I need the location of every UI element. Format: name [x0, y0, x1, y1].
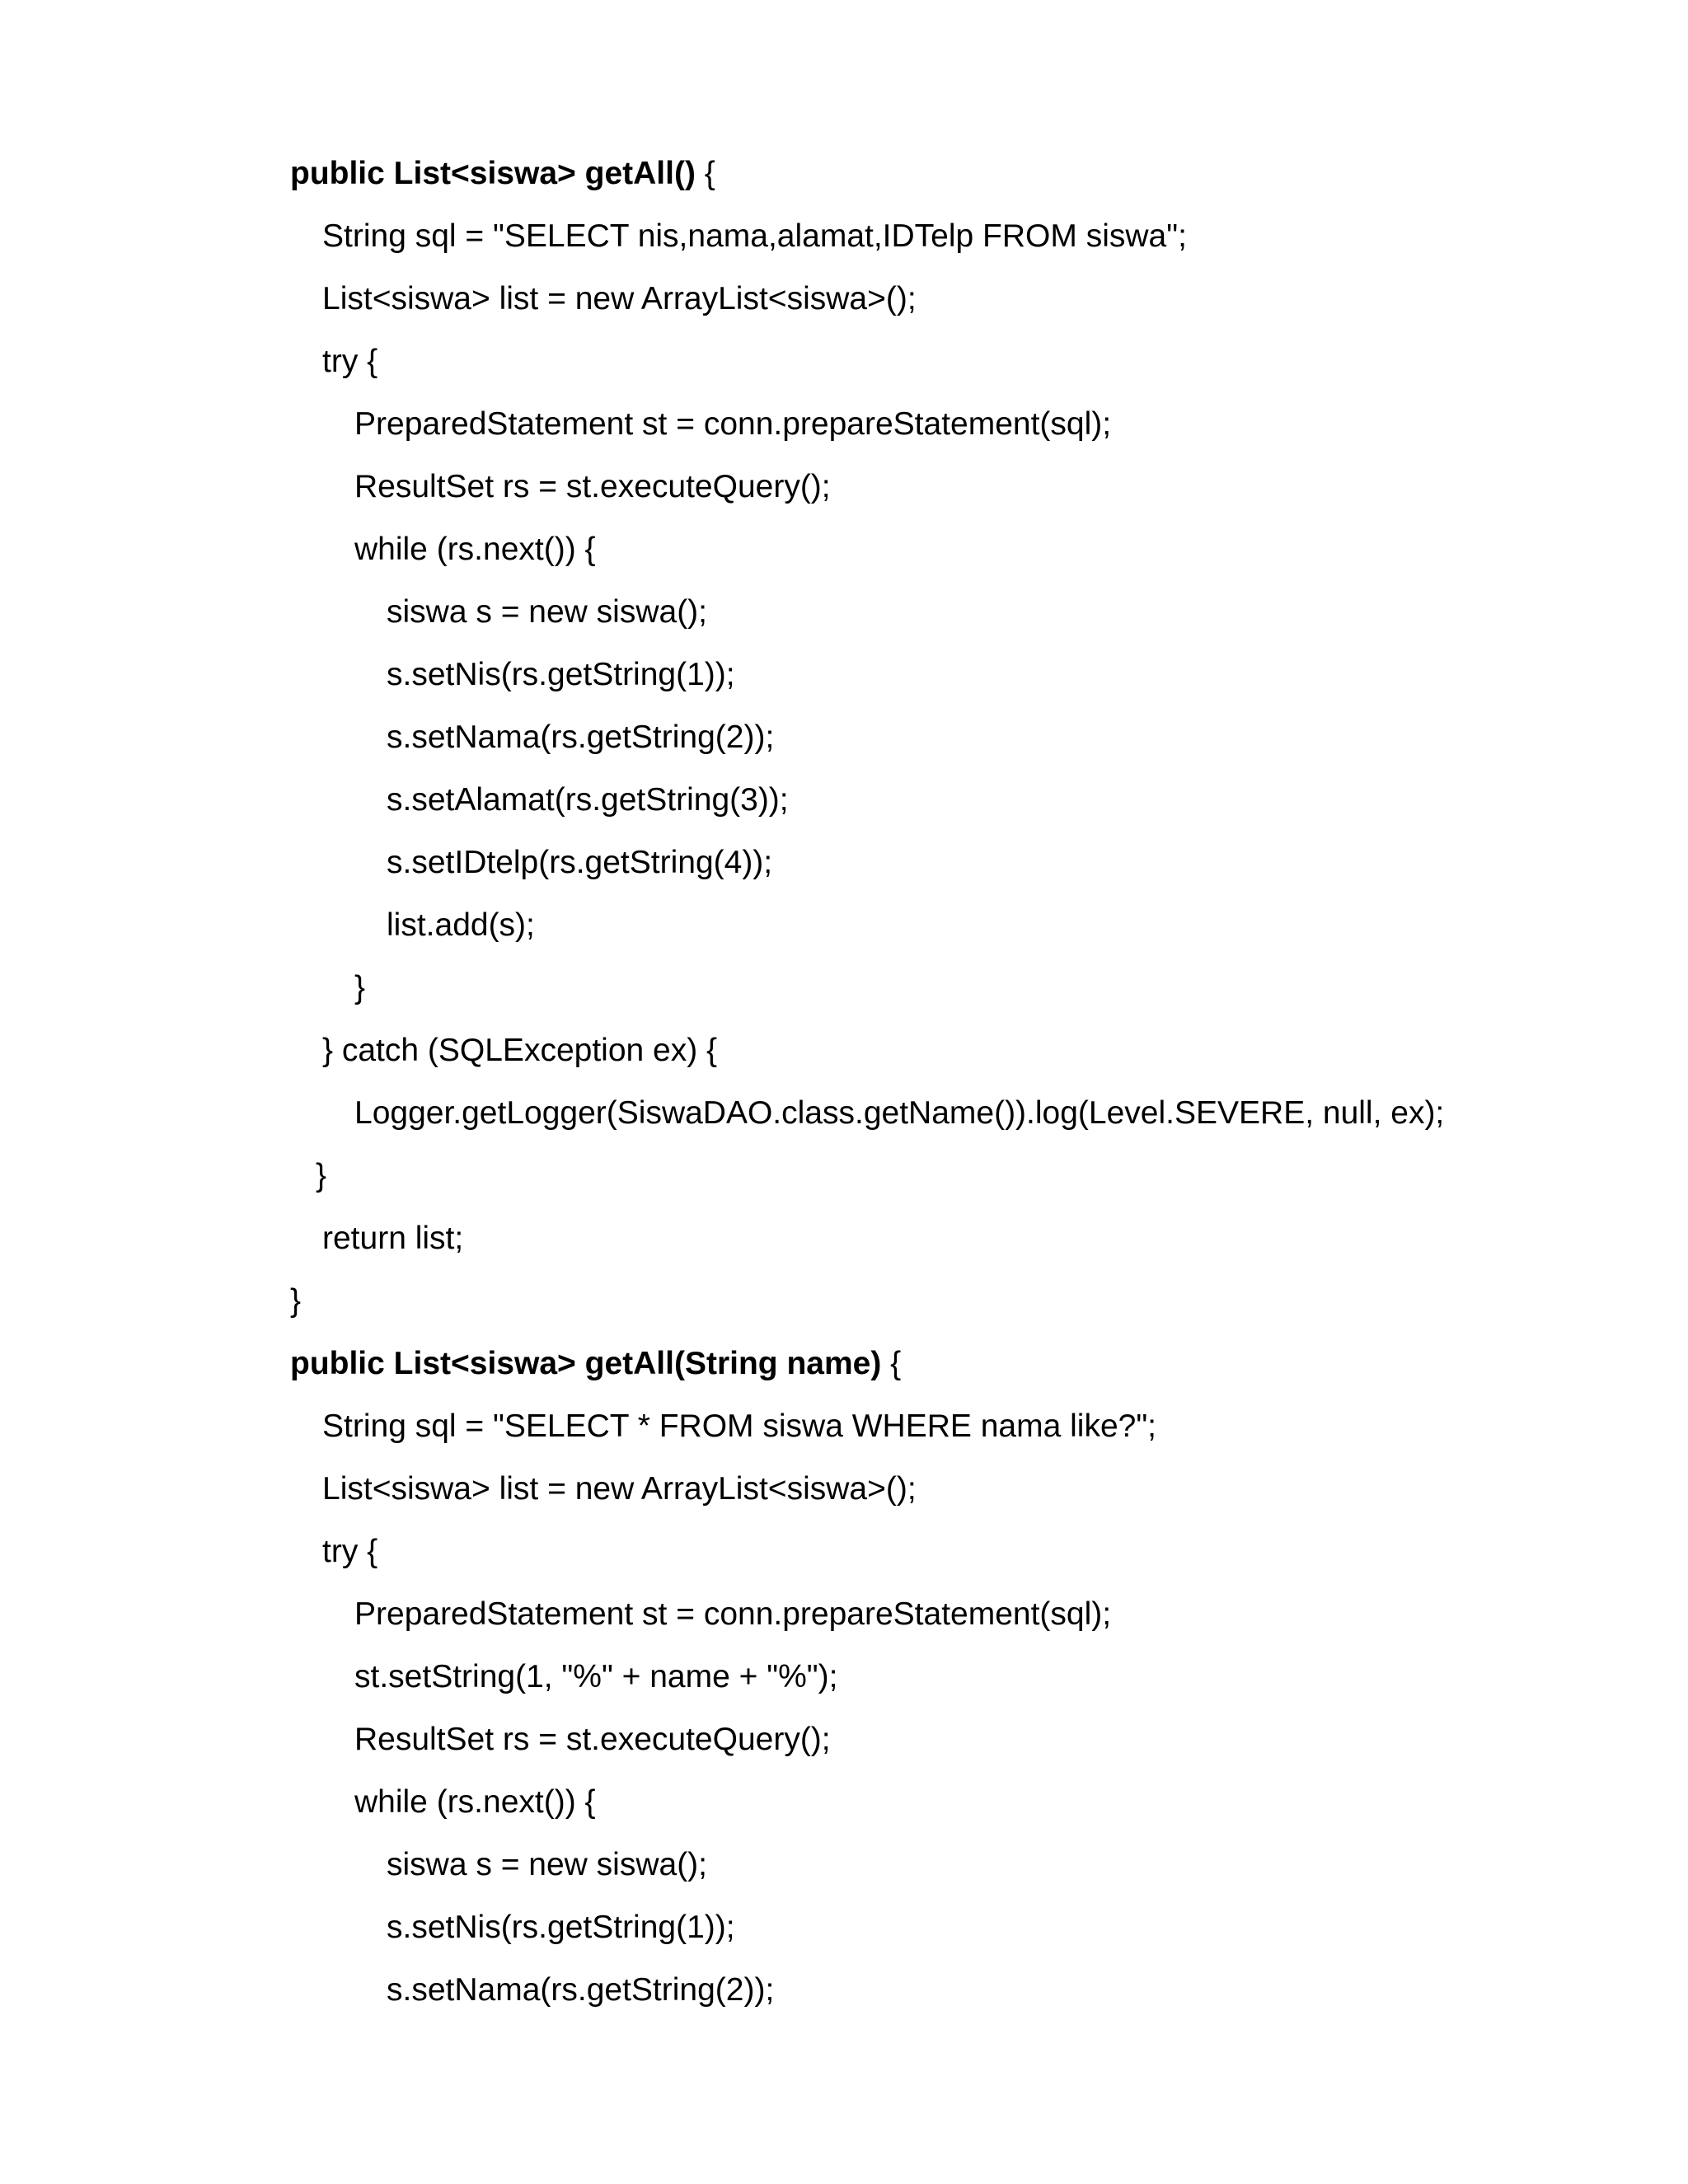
code-line: while (rs.next()) { [354, 1784, 596, 1820]
code-line: } [290, 1283, 302, 1319]
code-line: st.setString(1, "%" + name + "%"); [354, 1659, 838, 1694]
method-signature: public List<siswa> getAll() [290, 156, 696, 191]
code-line-method-signature [290, 1338, 1609, 1401]
code-line-method-signature [290, 148, 1609, 211]
code-line: s.setIDtelp(rs.getString(4)); [387, 845, 773, 880]
code-line: try { [322, 1534, 378, 1569]
code-line: s.setNis(rs.getString(1)); [387, 657, 735, 692]
code-line: } [316, 1158, 327, 1193]
code-line: s.setNama(rs.getString(2)); [387, 719, 775, 755]
code-line: list.add(s); [387, 907, 535, 943]
code-line: return list; [322, 1221, 464, 1256]
code-fragment: { [695, 156, 715, 191]
code-line: s.setNama(rs.getString(2)); [387, 1972, 775, 2008]
code-fragment: { [881, 1346, 902, 1381]
code-line: PreparedStatement st = conn.prepareStatement(sql); [354, 406, 1112, 442]
method-signature: public List<siswa> getAll(String name) [290, 1346, 882, 1381]
code-line: } [354, 970, 366, 1005]
code-line: ResultSet rs = st.executeQuery(); [354, 469, 831, 504]
code-line: while (rs.next()) { [354, 532, 596, 567]
code-line: List<siswa> list = new ArrayList<siswa>(); [322, 1471, 917, 1507]
code-line: s.setAlamat(rs.getString(3)); [387, 782, 789, 818]
code-line: try { [322, 344, 378, 379]
code-line: ResultSet rs = st.executeQuery(); [354, 1722, 831, 1757]
code-line: List<siswa> list = new ArrayList<siswa>(); [322, 281, 917, 316]
code-line: Logger.getLogger(SiswaDAO.class.getName()).log(Level.SEVERE, null, ex); [354, 1095, 1445, 1131]
code-listing [290, 148, 1609, 2027]
code-line: String sql = "SELECT nis,nama,alamat,IDTelp FROM siswa"; [322, 218, 1187, 254]
code-line: siswa s = new siswa(); [387, 594, 708, 630]
code-line: PreparedStatement st = conn.prepareStatement(sql); [354, 1596, 1112, 1632]
code-line: siswa s = new siswa(); [387, 1847, 708, 1882]
code-line: s.setNis(rs.getString(1)); [387, 1910, 735, 1945]
code-line: } catch (SQLException ex) { [322, 1033, 718, 1068]
code-line: String sql = "SELECT * FROM siswa WHERE nama like?"; [322, 1408, 1157, 1444]
